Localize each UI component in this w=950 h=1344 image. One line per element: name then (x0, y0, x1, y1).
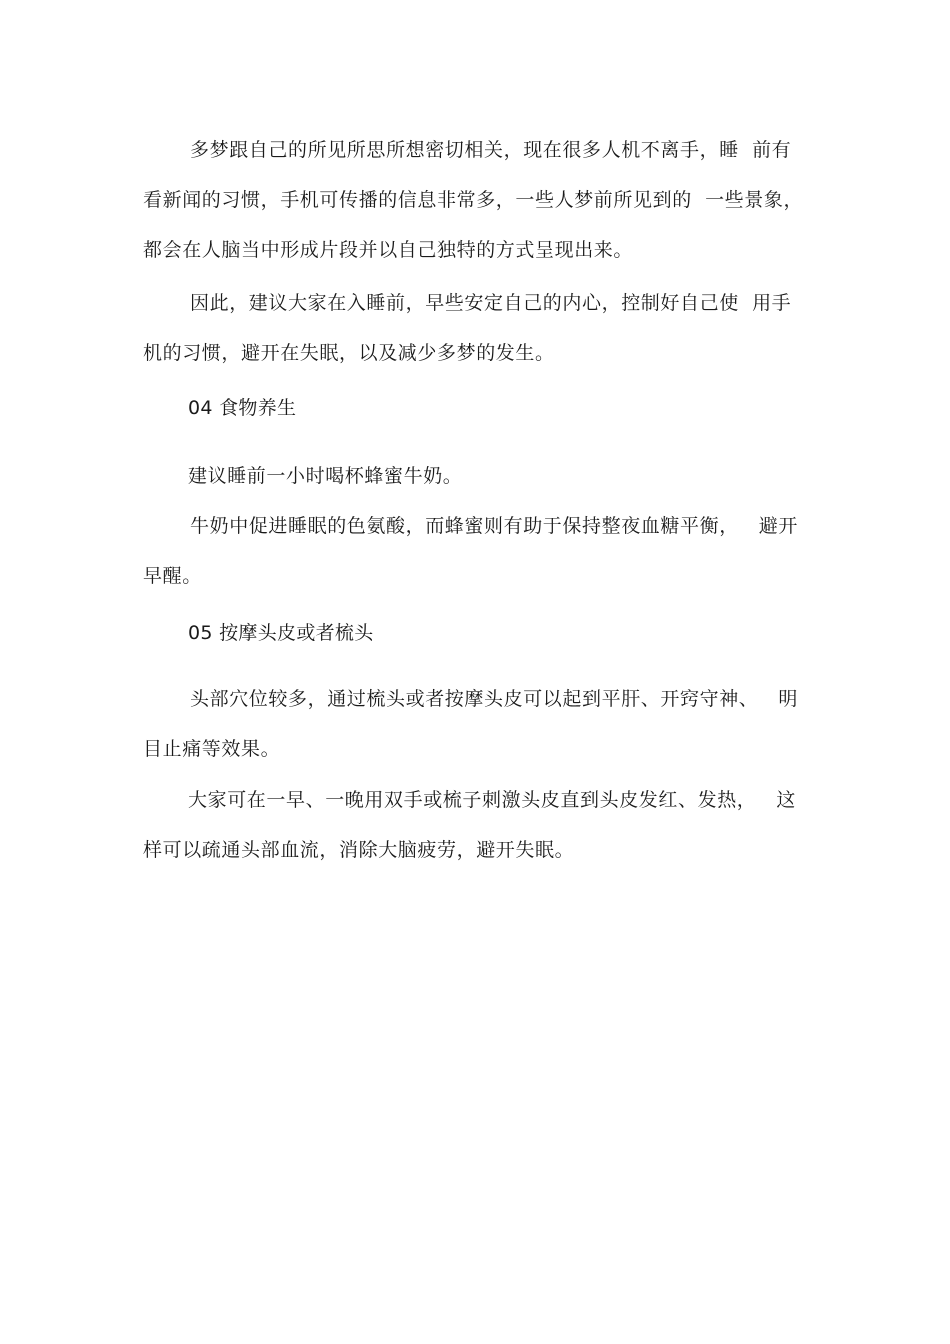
paragraph-line: 因此，建议大家在入睡前，早些安定自己的内心，控制好自己使 用手 (190, 292, 792, 314)
paragraph-line: 多梦跟自己的所见所思所想密切相关，现在很多人机不离手，睡 前有 (190, 139, 792, 161)
section-heading: 05 按摩头皮或者梳头 (188, 622, 374, 644)
paragraph-line: 样可以疏通头部血流，消除大脑疲劳，避开失眠。 (143, 839, 575, 861)
paragraph-line: 机的习惯，避开在失眠，以及减少多梦的发生。 (143, 342, 555, 364)
paragraph-line: 看新闻的习惯，手机可传播的信息非常多，一些人梦前所见到的 一些景象， (143, 189, 804, 211)
paragraph-line: 都会在人脑当中形成片段并以自己独特的方式呈现出来。 (143, 239, 634, 261)
paragraph-line: 牛奶中促进睡眠的色氨酸，而蜂蜜则有助于保持整夜血糖平衡， 避开 (190, 515, 798, 537)
paragraph-line: 头部穴位较多，通过梳头或者按摩头皮可以起到平肝、开窍守神、 明 (190, 688, 798, 710)
paragraph-line: 目止痛等效果。 (143, 738, 281, 760)
section-heading: 04 食物养生 (188, 397, 297, 419)
paragraph-line: 大家可在一早、一晚用双手或梳子刺激头皮直到头皮发红、发热， 这 (188, 789, 796, 811)
paragraph-line: 早醒。 (143, 565, 202, 587)
paragraph-line: 建议睡前一小时喝杯蜂蜜牛奶。 (188, 465, 463, 487)
